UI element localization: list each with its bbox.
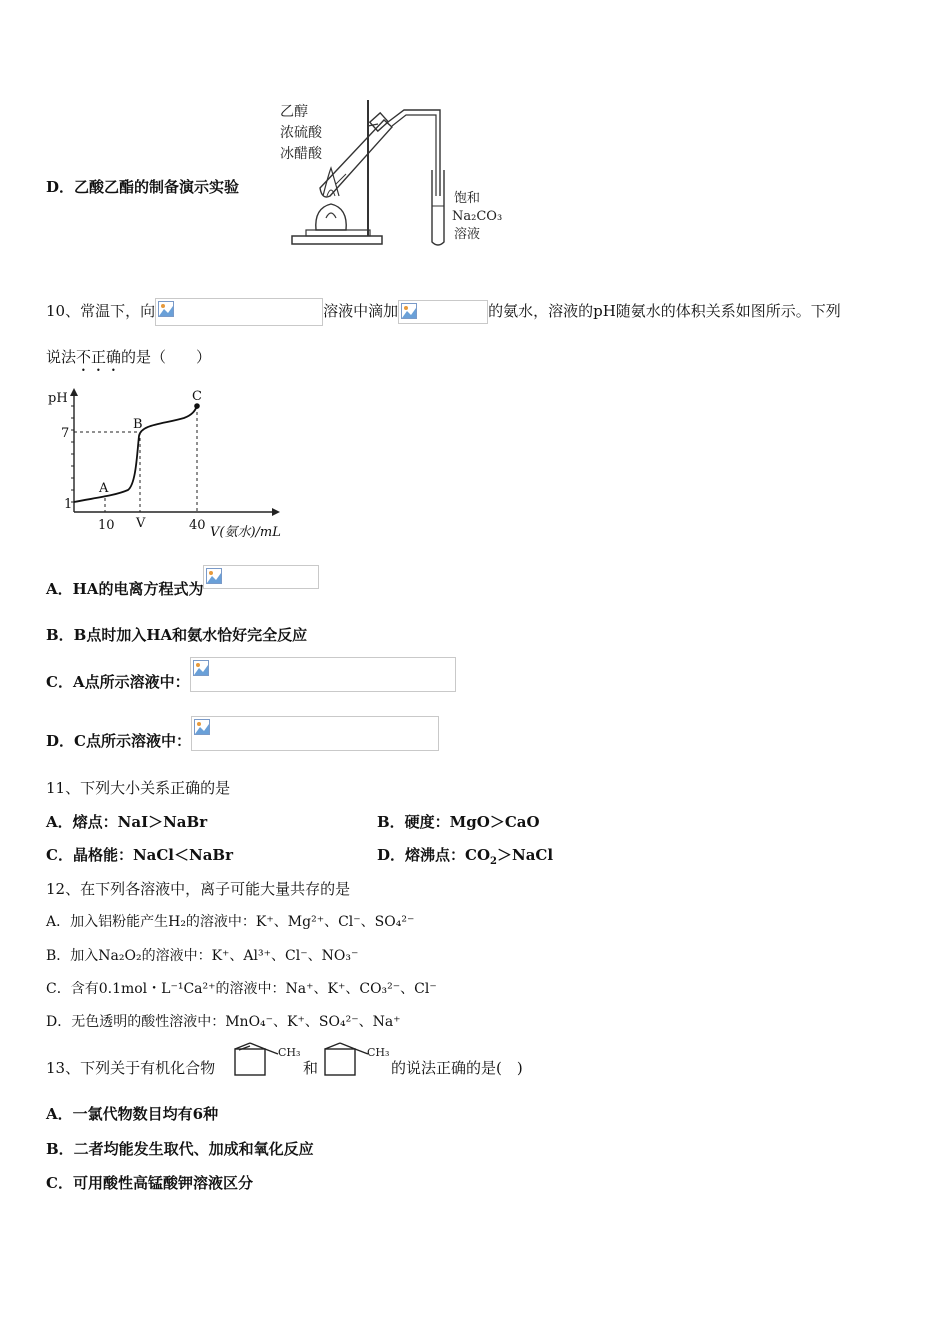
reagent-label-acetic-acid: 冰醋酸 — [280, 146, 322, 162]
q11-option-a: A．熔点：NaI＞NaBr — [46, 813, 208, 831]
q10-option-a — [46, 579, 319, 599]
q11-option-d-pre: D．熔沸点：CO — [377, 846, 491, 864]
broken-formula-image-ammonia — [398, 300, 488, 324]
broken-image-icon — [194, 719, 210, 735]
q10-option-b: B．B点时加入HA和氨水恰好完全反应 — [46, 626, 308, 644]
broken-image-icon — [401, 303, 417, 319]
q12-stem: 12、在下列各溶液中，离子可能大量共存的是 — [46, 880, 351, 898]
graph-point-b: B — [133, 417, 143, 432]
broken-image-icon — [206, 568, 222, 584]
broken-formula-image-option-a — [203, 565, 319, 589]
reagent-label-sulfuric-acid: 浓硫酸 — [280, 125, 322, 141]
reagent-label-ethanol: 乙醇 — [280, 104, 308, 120]
q13-stem-a: 13、下列关于有机化合物 — [46, 1059, 216, 1077]
methylcyclopentane-structure — [322, 1042, 392, 1078]
q10-stem-a: 10、常温下，向 — [46, 302, 156, 320]
q11-stem: 11、下列大小关系正确的是 — [46, 779, 231, 797]
ch3-label-2: CH₃ — [367, 1046, 390, 1059]
q10-option-d — [46, 731, 439, 751]
q10-line2-a: 说法 — [46, 348, 77, 366]
q12-option-c: C．含有0.1mol・L⁻¹Ca²⁺的溶液中：Na⁺、K⁺、CO₃²⁻、Cl⁻ — [46, 981, 437, 997]
graph-ytick-7: 7 — [61, 426, 70, 441]
q13-stem-b: 的说法正确的是( ) — [391, 1059, 523, 1077]
q10-option-d-text: D．C点所示溶液中： — [46, 732, 191, 750]
q12-option-b: B．加入Na₂O₂的溶液中：K⁺、Al³⁺、Cl⁻、NO₃⁻ — [46, 948, 359, 964]
graph-point-a: A — [99, 481, 109, 496]
q10-emphasis-not-correct: 不正确 — [76, 348, 122, 366]
q13-option-b: B．二者均能发生取代、加成和氧化反应 — [46, 1140, 314, 1158]
q13-option-c: C．可用酸性高锰酸钾溶液区分 — [46, 1174, 253, 1192]
broken-formula-image-option-d — [191, 716, 439, 751]
graph-ytick-1: 1 — [64, 497, 73, 512]
methylcyclopentene-structure — [232, 1042, 304, 1078]
ester-apparatus-diagram — [276, 96, 532, 252]
graph-point-c: C — [192, 389, 202, 404]
graph-xlabel: V(氨水)/mL — [210, 525, 281, 540]
receiver-label-na2co3: Na₂CO₃ — [452, 209, 503, 224]
q9-option-d: D．乙酸乙酯的制备演示实验 — [46, 178, 240, 196]
q10-option-c — [46, 672, 456, 692]
q10-stem-line2 — [46, 347, 211, 375]
ch3-label-1: CH₃ — [278, 1046, 301, 1059]
q10-stem-b: 溶液中滴加 — [323, 302, 399, 320]
q11-option-d — [377, 845, 553, 872]
q13-stem-and: 和 — [303, 1059, 319, 1077]
graph-xtick-v: V — [136, 516, 146, 531]
q12-option-a: A．加入铝粉能产生H₂的溶液中：K⁺、Mg²⁺、Cl⁻、SO₄²⁻ — [46, 914, 415, 930]
receiver-label-saturated: 饱和 — [454, 191, 481, 206]
q11-option-b: B．硬度：MgO＞CaO — [377, 813, 540, 831]
q10-stem-c: 的氨水，溶液的pH随氨水的体积关系如图所示。下列 — [488, 302, 841, 320]
q10-option-a-text: A．HA的电离方程式为 — [46, 580, 204, 598]
q12-option-d: D．无色透明的酸性溶液中：MnO₄⁻、K⁺、SO₄²⁻、Na⁺ — [46, 1014, 401, 1030]
q10-stem-line1 — [46, 298, 841, 326]
graph-xtick-40: 40 — [189, 518, 206, 533]
q11-option-d-sub: 2 — [490, 856, 497, 867]
receiver-label-solution: 溶液 — [454, 227, 481, 242]
graph-xtick-10: 10 — [98, 518, 115, 533]
q11-option-c: C．晶格能：NaCl＜NaBr — [46, 846, 234, 864]
q10-line2-b: 的是（ ） — [121, 348, 212, 366]
ph-titration-graph — [44, 384, 304, 544]
graph-ylabel: pH — [48, 391, 68, 406]
broken-formula-image-option-c — [190, 657, 456, 692]
broken-formula-image-ha — [155, 298, 323, 326]
q11-option-d-post: ＞NaCl — [496, 846, 554, 864]
broken-image-icon — [158, 301, 174, 317]
q10-option-c-text: C．A点所示溶液中： — [46, 673, 190, 691]
broken-image-icon — [193, 660, 209, 676]
q13-option-a: A．一氯代物数目均有6种 — [46, 1105, 219, 1123]
